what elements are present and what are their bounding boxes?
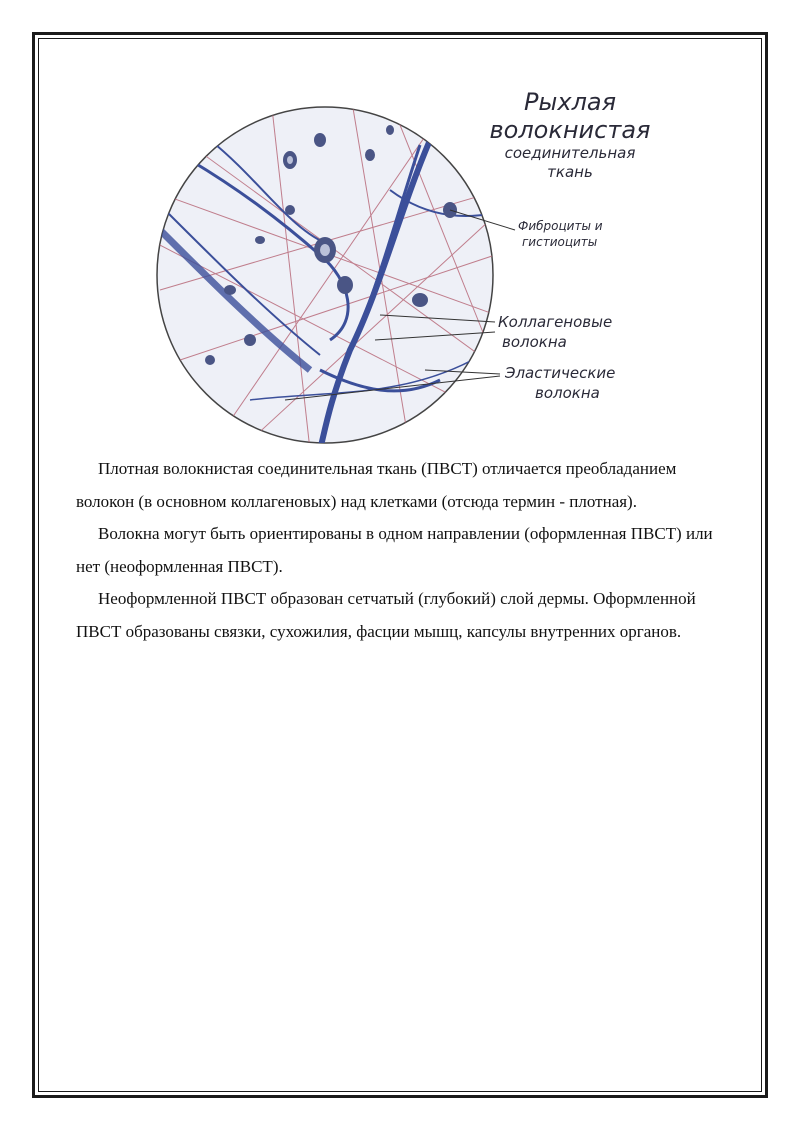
label-fibrocytes-line2: гистиоциты [522, 235, 598, 249]
histology-figure [150, 70, 670, 450]
figure-title-line2: волокнистая [489, 116, 651, 144]
figure-title-line1: Рыхлая [523, 88, 617, 116]
label-elastic-line2: волокна [535, 384, 600, 402]
paragraph-3: Неоформленной ПВСТ образован сетчатый (глубокий) слой дермы. Оформленной ПВСТ образованы связки, сухожилия, фасции мышц, капсулы внутренних органов. [76, 589, 696, 641]
label-collagen-line1: Коллагеновые [498, 313, 613, 331]
paragraph-1: Плотная волокнистая соединительная ткань (ПВСТ) отличается преобладанием волокон (в основном коллагеновых) над клетками (отсюда термин - плотная). [76, 459, 677, 511]
paragraph-2: Волокна могут быть ориентированы в одном направлении (оформленная ПВСТ) или нет (неоформленная ПВСТ). [76, 524, 713, 576]
body-text [76, 453, 726, 648]
label-fibrocytes-line1: Фиброциты и [518, 219, 603, 233]
label-collagen-line2: волокна [502, 333, 567, 351]
figure-title-line4: ткань [547, 163, 593, 181]
figure-title-line3: соединительная [504, 144, 636, 162]
label-elastic-line1: Эластические [505, 364, 616, 382]
